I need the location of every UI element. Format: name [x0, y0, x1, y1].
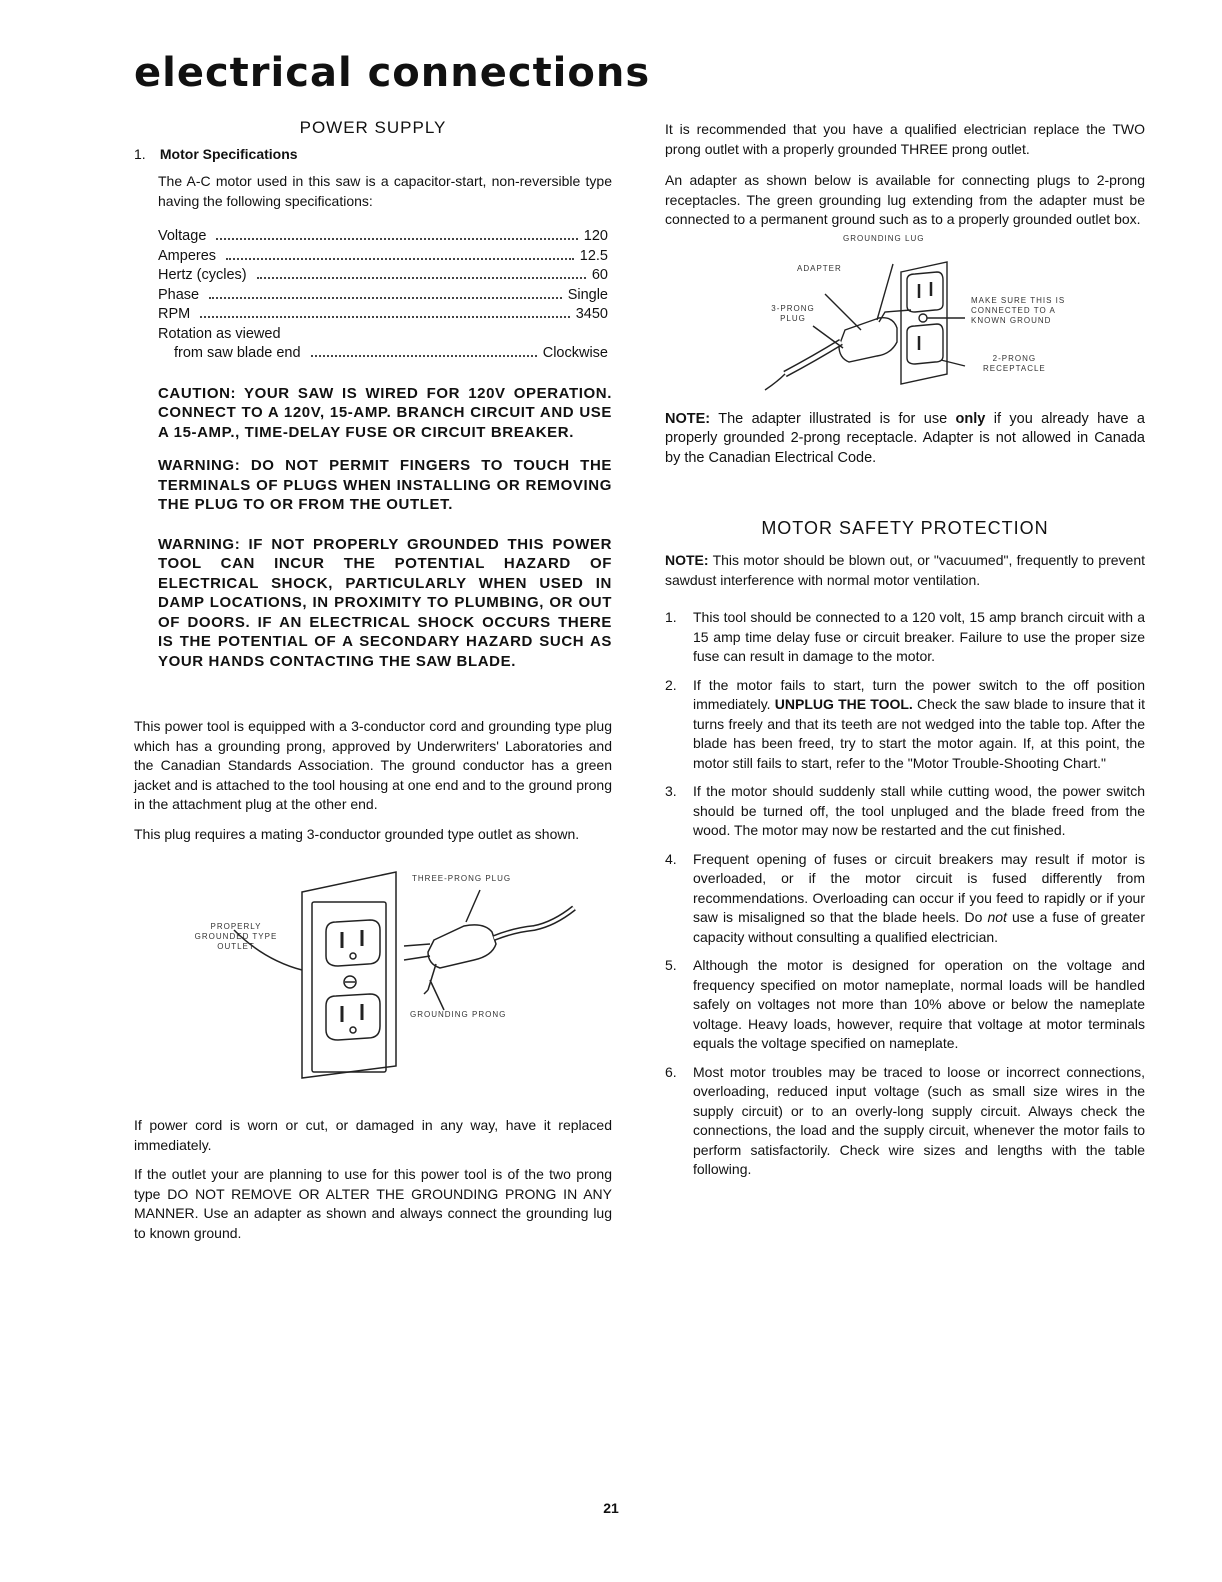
safety-list	[665, 608, 1145, 1180]
list-text: Most motor troubles may be traced to loose or incorrect connections, overloading, reduced input voltage (such as small size wires in the supply circuit) or to an overly-long supply circuit. Always check the connections, the load and the supply circuit, whenever the motor fails to perform satisfactorily. Check wire sizes and lengths with the table following.	[693, 1063, 1145, 1177]
adapter-illustration	[665, 234, 1145, 404]
list-number: 5.	[665, 957, 677, 973]
receptacle-label-line: 2-PRONG	[992, 353, 1037, 363]
spec-row-voltage	[158, 227, 608, 247]
spec-row-rotation	[158, 325, 608, 345]
spec-number: 1.	[134, 146, 146, 162]
spec-label: Phase	[158, 286, 200, 303]
list-item	[665, 676, 1145, 774]
spec-value: 3450	[575, 306, 608, 322]
spec-value: Clockwise	[542, 345, 608, 361]
plug-paragraph: This plug requires a mating 3-conductor grounded type outlet as shown.	[134, 825, 580, 842]
right-column	[665, 120, 1145, 1189]
three-prong-plug-label	[763, 304, 823, 324]
left-column	[134, 118, 612, 1243]
not-emphasis: not	[987, 909, 1007, 925]
list-number: 3.	[665, 783, 677, 799]
list-text-part: Check the saw blade to insure that it turns freely and that its teeth are not wedged into the table top. After the blade has been freed, try to start the motor again. If, at this point, the motor still fails to start, refer to the "Motor Trouble-Shooting Chart."	[693, 696, 1145, 771]
note-text: The adapter illustrated is for use	[718, 410, 948, 427]
adapter-label: ADAPTER	[797, 263, 842, 273]
spec-label: Rotation as viewed	[158, 325, 281, 342]
list-text: Although the motor is designed for operation on the voltage and frequency specified on motor nameplate, normal loads will be handled safely on voltages not more than 10% above or below the nameplate voltage. Heavy loads, however, require that voltage at motor terminals equals the voltage specified on nameplate.	[693, 957, 1145, 1051]
note-emphasis: only	[955, 410, 986, 427]
damaged-cord-paragraph: If power cord is worn or cut, or damaged in any way, have it replaced immediately.	[134, 1117, 612, 1153]
spec-value: 120	[583, 228, 608, 244]
spec-label: from saw blade end	[174, 345, 301, 361]
spec-label: Amperes	[158, 247, 217, 264]
adapter-paragraph: An adapter as shown below is available for connecting plugs to 2-prong receptacles. The green grounding lug extending from the adapter must be connected to a permanent ground such as to a properly grounded outlet box.	[665, 172, 1145, 227]
spec-row-hertz	[158, 266, 608, 286]
receptacle-label	[983, 354, 1046, 374]
safety-note	[665, 551, 1145, 590]
spec-row-rpm	[158, 305, 608, 325]
power-supply-heading: POWER SUPPLY	[299, 118, 447, 137]
plug-label-line: 3-PRONG	[771, 303, 815, 313]
list-text: This tool should be connected to a 120 volt, 15 amp branch circuit with a 15 amp time delay fuse or circuit breaker. Failure to use the proper size fuse can result in damage to the motor.	[693, 609, 1145, 664]
known-ground-label-line: CONNECTED TO A	[971, 305, 1056, 315]
page-title: electrical connections	[134, 50, 651, 96]
list-text-part: If the motor fails to start, turn the power switch to the off position immediately.	[693, 676, 1145, 712]
list-number: 6.	[665, 1063, 677, 1080]
spec-heading-text: Motor Specifications	[159, 146, 298, 162]
warning-grounding-text: WARNING: IF NOT PROPERLY GROUNDED THIS POWER TOOL CAN INCUR THE POTENTIAL HAZARD OF ELECTRICAL SHOCK, PARTICULARLY WHEN USED IN DAMP LOCATIONS, IN PROXIMITY TO PLUMBING, OR OUT OF DOORS. IF AN ELECTRICAL SHOCK OCCURS THERE IS THE POTENTIAL OF A SECONDARY HAZARD SUCH AS YOUR HANDS CONTACTING THE SAW BLADE.	[158, 535, 612, 670]
receptacle-label-line: RECEPTACLE	[983, 363, 1046, 373]
list-number: 2.	[665, 676, 677, 693]
spec-label: Hertz (cycles)	[158, 267, 247, 283]
safety-note-text: This motor should be blown out, or "vacuumed", frequently to prevent sawdust interference with normal motor ventilation.	[665, 552, 1145, 588]
outlet-label-line: OUTLET	[217, 942, 255, 951]
motor-safety-heading: MOTOR SAFETY PROTECTION	[761, 518, 1049, 538]
known-ground-label	[971, 296, 1065, 326]
outlet-label	[186, 922, 286, 952]
list-number: 1.	[665, 609, 677, 625]
caution-text: CAUTION: YOUR SAW IS WIRED FOR 120V OPERATION. CONNECT TO A 120V, 15-AMP. BRANCH CIRCUIT AND USE A 15-AMP., TIME-DELAY FUSE OR CIRCUIT BREAKER.	[158, 384, 612, 441]
spec-value: Single	[567, 286, 608, 303]
grounding-prong-label: GROUNDING PRONG	[410, 1010, 507, 1019]
safety-note-label: NOTE:	[665, 552, 709, 568]
spec-row-phase	[158, 286, 608, 306]
spec-value: 60	[591, 267, 608, 283]
list-text: If the motor should suddenly stall while cutting wood, the power switch should be turned off, the tool unpluged and the blade freed from the wood. The motor may now be restarted and the cut finished.	[693, 783, 1145, 838]
note-text: if you already have a properly grounded 2-prong receptacle. Adapter is not allowed in Canada by the Canadian Electrical Code.	[665, 410, 1145, 466]
recommend-paragraph: It is recommended that you have a qualified electrician replace the TWO prong outlet with a properly grounded THREE prong outlet.	[665, 121, 1145, 157]
warning-fingers-text: WARNING: DO NOT PERMIT FINGERS TO TOUCH THE TERMINALS OF PLUGS WHEN INSTALLING OR REMOVING THE PLUG TO OR FROM THE OUTLET.	[158, 457, 612, 513]
unplug-emphasis: UNPLUG THE TOOL.	[774, 696, 913, 712]
motor-spec-table	[158, 227, 608, 364]
motor-specifications-heading	[134, 146, 612, 162]
cord-paragraph: This power tool is equipped with a 3-conductor cord and grounding type plug which has a grounding prong, approved by Underwriters' Laboratories and the Canadian Standards Association. The ground conductor has a green jacket and is attached to the tool housing at one end and to the ground prong in the attachment plug at the other end.	[134, 718, 612, 812]
list-text-part: Frequent opening of fuses or circuit breakers may result if motor is overloaded, or if the motor circuit is fused differently from recommendations. Overloading can occur if you feed to rapidly or if your saw is misaligned so that the blade heels. Do	[693, 850, 1145, 925]
outlet-plug-illustration	[134, 860, 612, 1100]
known-ground-label-line: MAKE SURE THIS IS	[971, 295, 1066, 305]
spec-intro: The A-C motor used in this saw is a capacitor-start, non-reversible type having the following specifications:	[158, 173, 612, 209]
outlet-label-line: PROPERLY	[210, 922, 262, 931]
three-prong-plug-label: THREE-PRONG PLUG	[412, 874, 512, 883]
list-text	[693, 850, 1145, 948]
list-number: 4.	[665, 850, 677, 867]
list-text	[693, 676, 1145, 774]
page-number: 21	[603, 1500, 619, 1516]
list-item	[665, 1063, 1145, 1180]
spec-row-rotation-sub	[158, 344, 608, 364]
spec-row-amperes	[158, 247, 608, 267]
note-label: NOTE:	[665, 410, 711, 427]
outlet-label-line: GROUNDED TYPE	[194, 932, 278, 941]
spec-value: 12.5	[579, 247, 608, 264]
two-prong-paragraph: If the outlet your are planning to use for this power tool is of the two prong type DO NOT REMOVE OR ALTER THE GROUNDING PRONG IN ANY MANNER. Use an adapter as shown and always connect the grounding lug to known ground.	[134, 1166, 612, 1241]
adapter-note	[665, 410, 1145, 469]
plug-label-line: PLUG	[780, 313, 806, 323]
known-ground-label-line: KNOWN GROUND	[971, 315, 1052, 325]
adapter-figure	[665, 234, 1145, 404]
list-item	[665, 956, 1145, 1054]
list-item	[665, 608, 1145, 667]
spec-label: RPM	[158, 306, 191, 322]
spec-label: Voltage	[158, 228, 207, 244]
list-item	[665, 782, 1145, 841]
grounding-lug-label: GROUNDING LUG	[843, 233, 925, 243]
list-item	[665, 850, 1145, 948]
grounded-outlet-figure	[134, 860, 612, 1100]
list-text-part: use a fuse of greater capacity without consulting a qualified electrician.	[693, 909, 1145, 945]
